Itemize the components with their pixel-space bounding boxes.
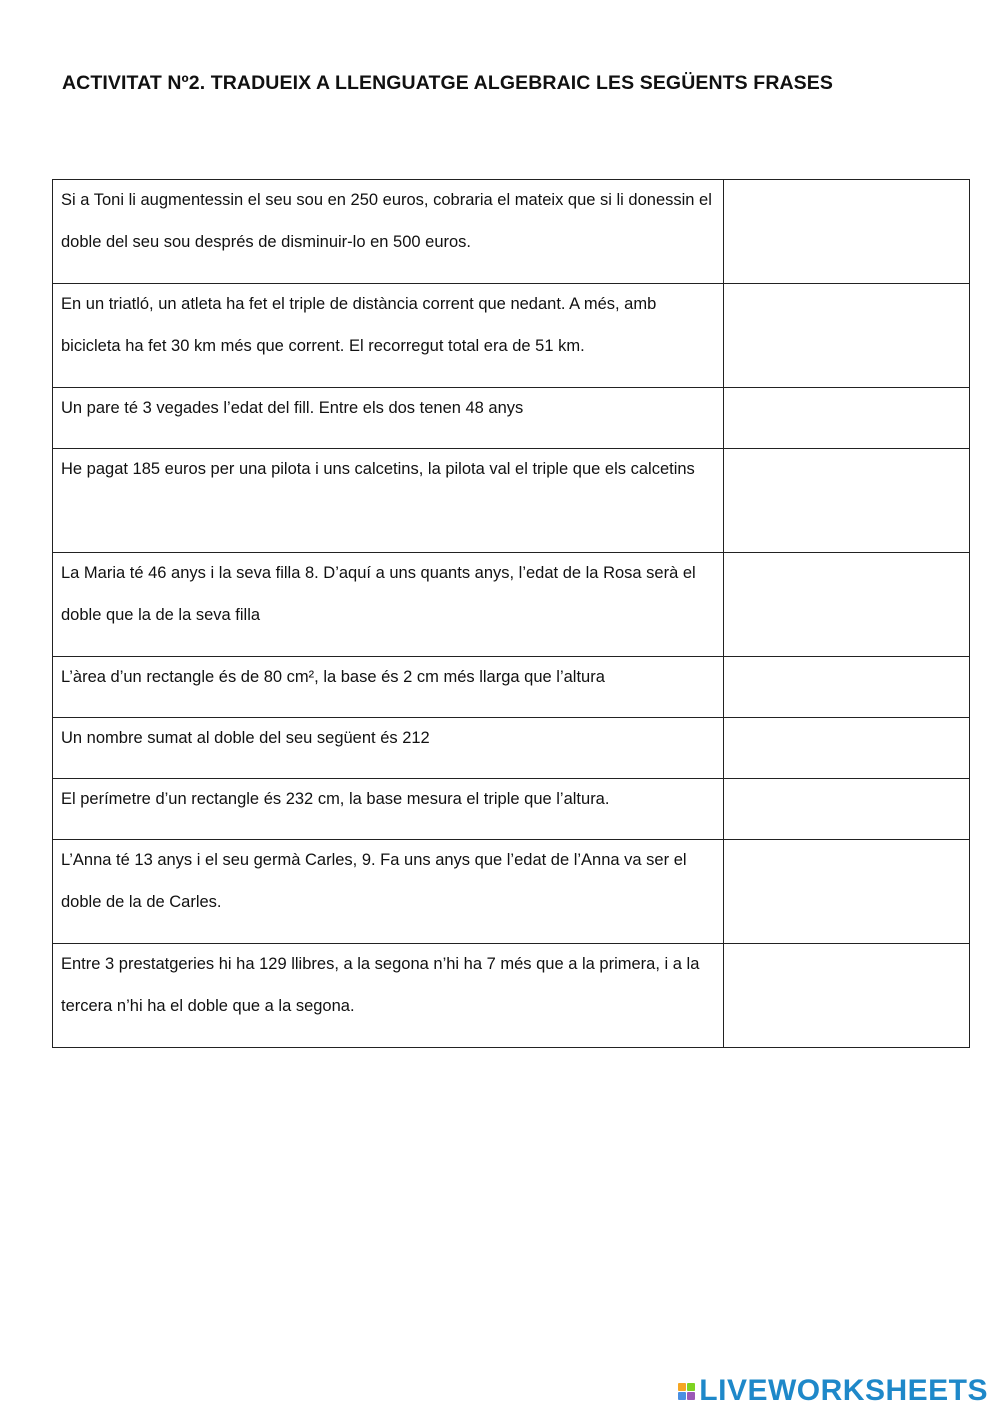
answer-cell[interactable]	[724, 779, 970, 840]
sentence-cell	[53, 553, 724, 657]
sentence-text: L’àrea d’un rectangle és de 80 cm², la base és 2 cm més llarga que l’altura	[61, 668, 605, 686]
sentence-text: Un nombre sumat al doble del seu següent és 212	[61, 729, 430, 747]
table-row	[53, 388, 970, 449]
sentence-cell	[53, 180, 724, 284]
mark-square	[678, 1392, 686, 1400]
answer-cell[interactable]	[724, 553, 970, 657]
sentence-cell	[53, 779, 724, 840]
liveworksheets-logo	[678, 1374, 988, 1408]
table-row	[53, 657, 970, 718]
sentence-cell	[53, 944, 724, 1048]
sentence-text: L’Anna té 13 anys i el seu germà Carles, 9. Fa uns anys que l’edat de l’Anna va ser el doble de la de Carles.	[61, 851, 687, 911]
table-row	[53, 553, 970, 657]
answer-cell[interactable]	[724, 657, 970, 718]
sentence-text: Un pare té 3 vegades l’edat del fill. Entre els dos tenen 48 anys	[61, 399, 524, 417]
sentence-text: La Maria té 46 anys i la seva filla 8. D’aquí a uns quants anys, l’edat de la Rosa serà el doble que la de la seva filla	[61, 564, 696, 624]
logo-text: LIVEWORKSHEETS	[699, 1374, 988, 1407]
sentence-text: Entre 3 prestatgeries hi ha 129 llibres, a la segona n’hi ha 7 més que a la primera, i a la tercera n’hi ha el doble que a la segona.	[61, 955, 700, 1015]
table-row	[53, 779, 970, 840]
table-row	[53, 840, 970, 944]
exercise-table	[52, 179, 970, 1048]
sentence-cell	[53, 718, 724, 779]
mark-square	[687, 1392, 695, 1400]
sentence-text: Si a Toni li augmentessin el seu sou en 250 euros, cobraria el mateix que si li donessin el doble del seu sou després de disminuir-lo en 500 euros.	[61, 191, 712, 251]
liveworksheets-mark-icon	[678, 1383, 695, 1400]
sentence-text: El perímetre d’un rectangle és 232 cm, la base mesura el triple que l’altura.	[61, 790, 610, 808]
table-row	[53, 284, 970, 388]
sentence-text: He pagat 185 euros per una pilota i uns calcetins, la pilota val el triple que els calcetins	[61, 460, 695, 478]
answer-cell[interactable]	[724, 944, 970, 1048]
answer-cell[interactable]	[724, 840, 970, 944]
sentence-cell	[53, 449, 724, 553]
table-row	[53, 449, 970, 553]
answer-cell[interactable]	[724, 180, 970, 284]
answer-cell[interactable]	[724, 718, 970, 779]
sentence-cell	[53, 840, 724, 944]
table-row	[53, 718, 970, 779]
sentence-cell	[53, 388, 724, 449]
answer-cell[interactable]	[724, 388, 970, 449]
page-title: ACTIVITAT Nº2. TRADUEIX A LLENGUATGE ALGEBRAIC LES SEGÜENTS FRASES	[62, 72, 834, 94]
mark-square	[678, 1383, 686, 1391]
answer-cell[interactable]	[724, 284, 970, 388]
table-row	[53, 944, 970, 1048]
answer-cell[interactable]	[724, 449, 970, 553]
mark-square	[687, 1383, 695, 1391]
sentence-text: En un triatló, un atleta ha fet el triple de distància corrent que nedant. A més, amb bicicleta ha fet 30 km més que corrent. El recorregut total era de 51 km.	[61, 295, 657, 355]
sentence-cell	[53, 657, 724, 718]
sentence-cell	[53, 284, 724, 388]
table-row	[53, 180, 970, 284]
